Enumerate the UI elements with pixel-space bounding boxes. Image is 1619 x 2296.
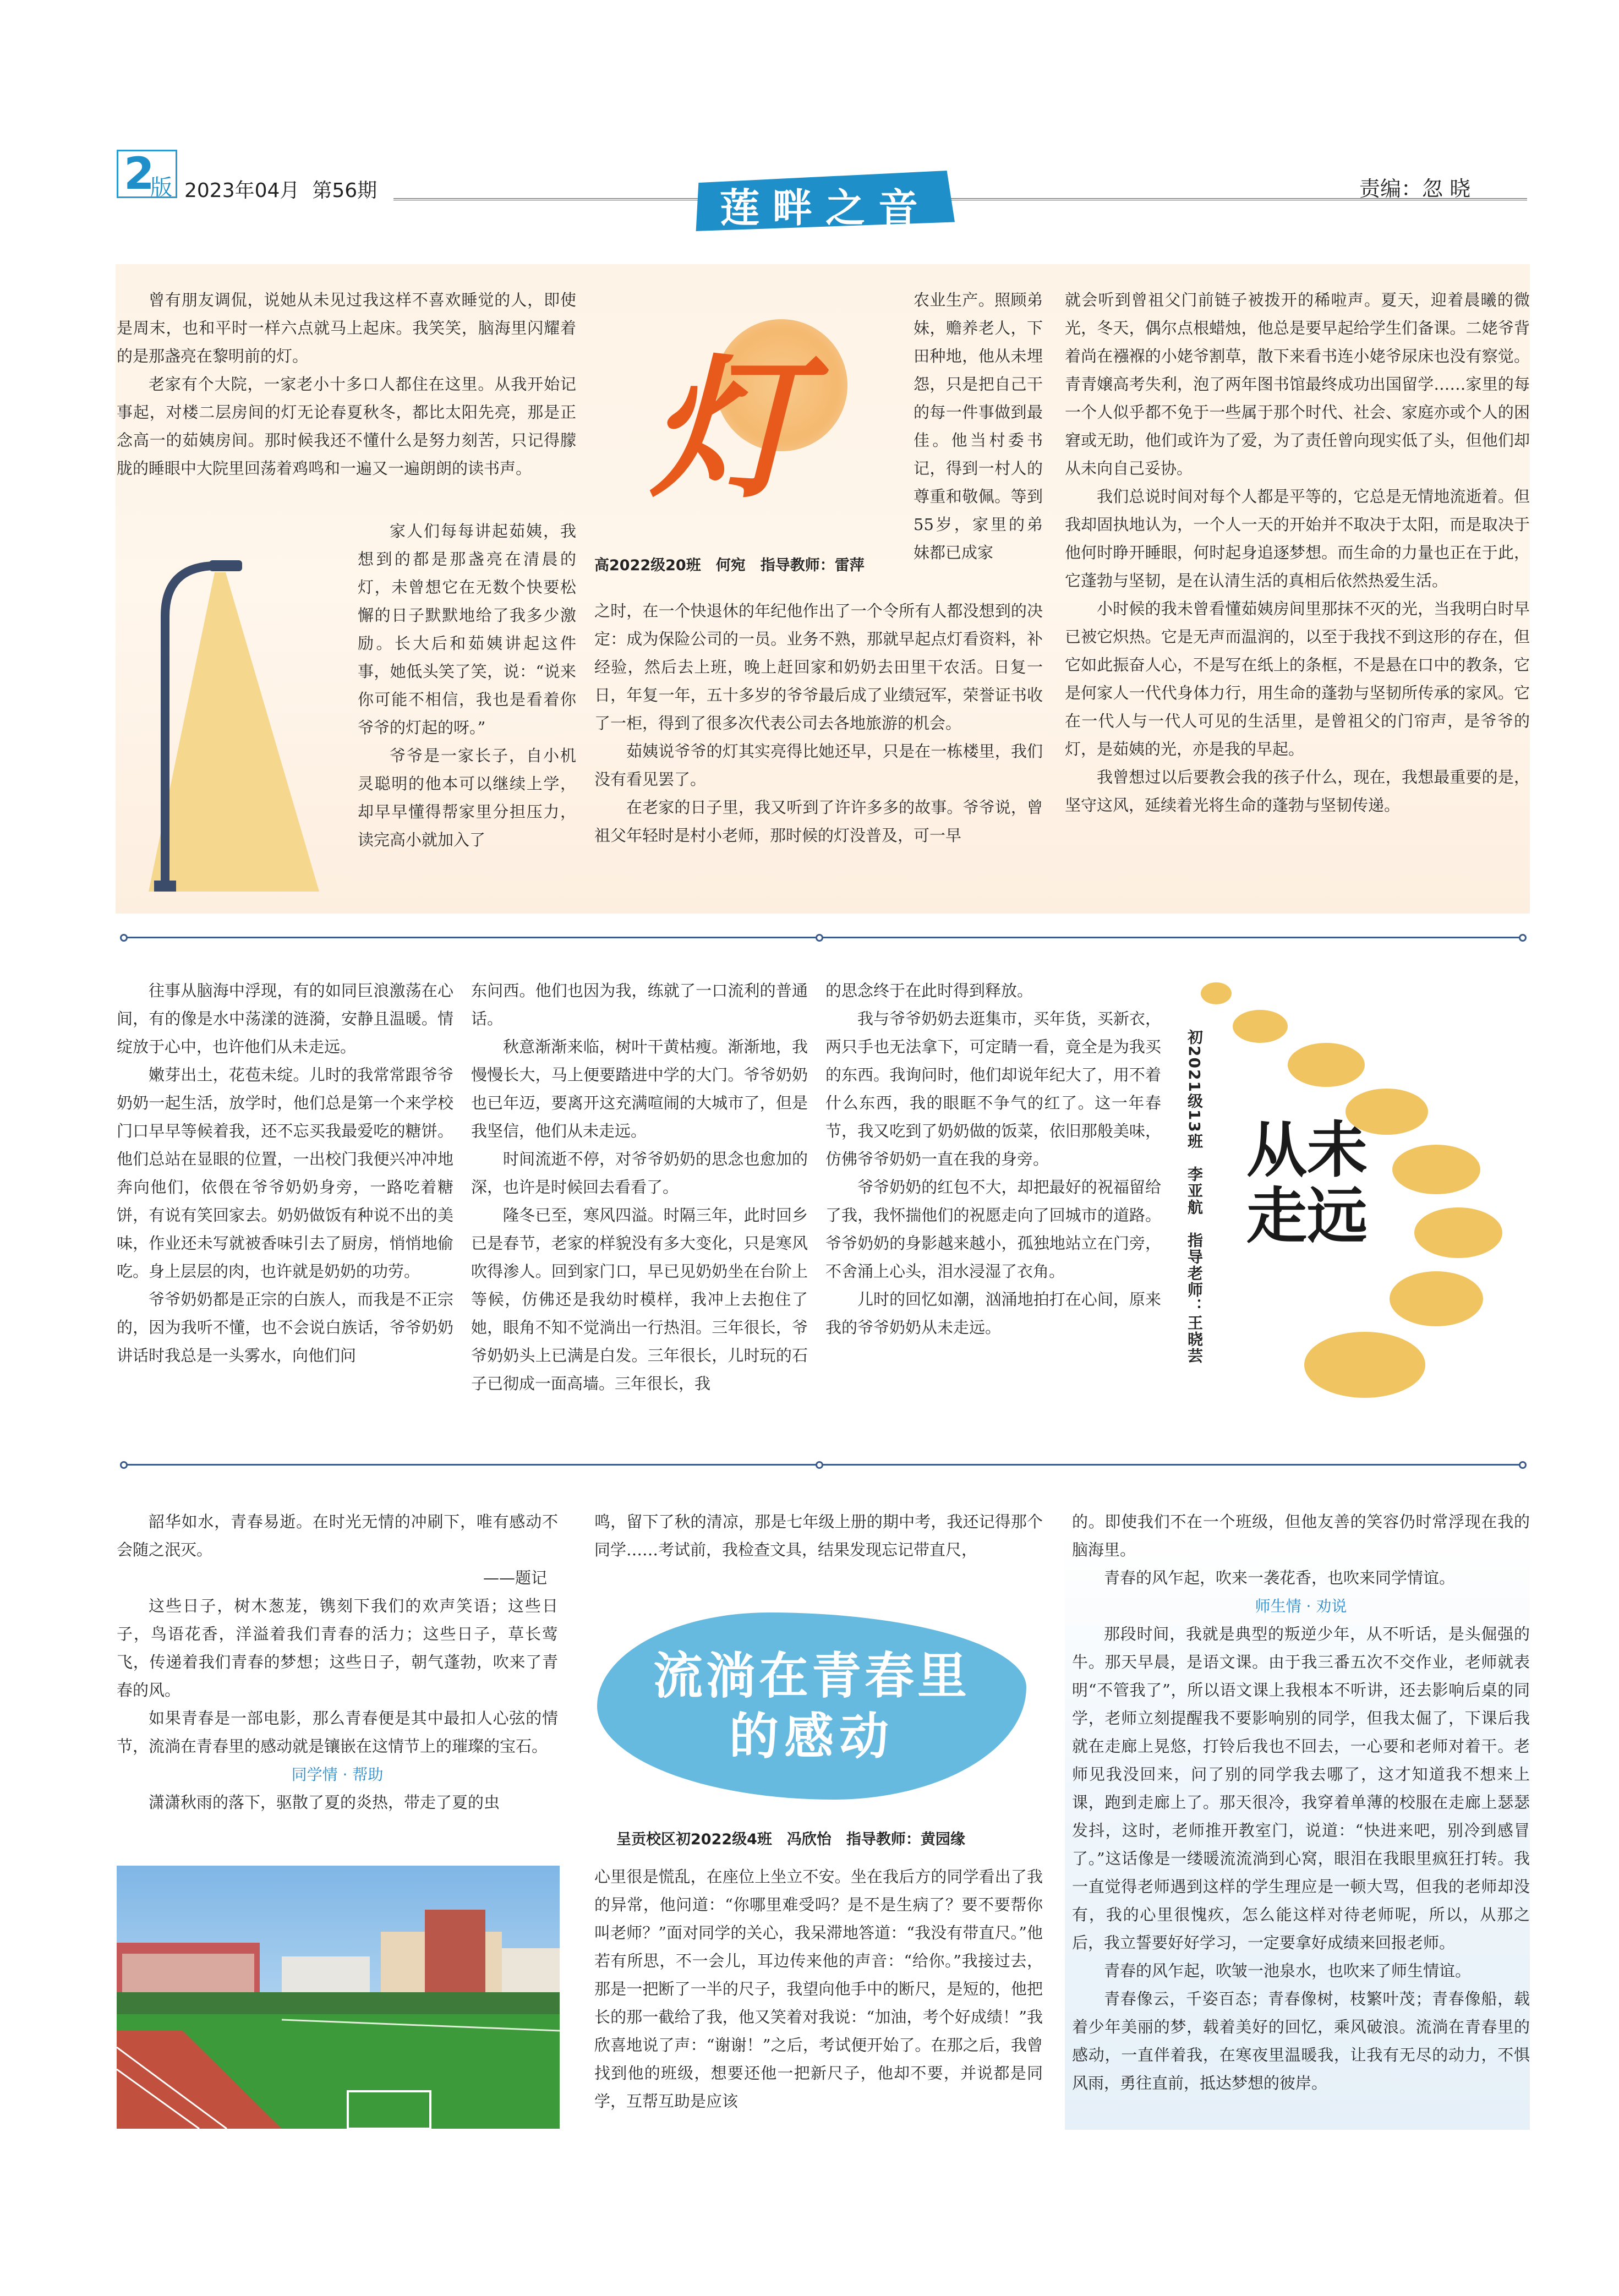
paragraph: 农业生产。照顾弟妹，赡养老人，下田种地，他从未埋怨，只是把自己干的每一件事做到最佳。他当村委书记，得到一村人的尊重和敬佩。等到55岁，家里的弟妹都已成家 bbox=[914, 291, 1043, 562]
article1-col1-bottom bbox=[358, 517, 576, 892]
divider-ornament bbox=[120, 934, 128, 942]
paragraph: 潇潇秋雨的落下，驱散了夏的炎热，带走了夏的虫 bbox=[149, 1793, 500, 1812]
subheading: 师生情 · 劝说 bbox=[1255, 1597, 1347, 1615]
column-title: 莲畔之音 bbox=[719, 184, 931, 231]
paragraph: 这些日子，树木葱茏，镌刻下我们的欢声笑语；这些日子，鸟语花香，洋溢着我们青春的活力；这些日子，草长莺飞，传递着我们青春的梦想；这些日子，朝气蓬勃，吹来了青春的风。 bbox=[117, 1597, 558, 1699]
divider-ornament bbox=[816, 1461, 823, 1469]
paragraph: 爷爷是一家长子，自小机灵聪明的他本可以继续上学，却早早懂得帮家里分担压力，读完高小就加入了 bbox=[358, 746, 576, 849]
article2-col3 bbox=[825, 977, 1161, 1342]
issue-date bbox=[184, 175, 377, 203]
paragraph: 我曾想过以后要教会我的孩子什么，现在，我想最重要的是，坚守这风，延续着光将生命的蓬勃与坚韧传递。 bbox=[1065, 768, 1530, 814]
section-divider bbox=[124, 1464, 1524, 1467]
paragraph: 时间流逝不停，对爷爷奶奶的思念也愈加的深，也许是时候回去看看了。 bbox=[471, 1150, 808, 1196]
article2-byline: 初2021级13班 李亚航 指导老师：王晓芸 bbox=[1185, 1029, 1204, 1364]
paragraph: 青春的风乍起，吹来一袭花香，也吹来同学情谊。 bbox=[1104, 1568, 1456, 1587]
page-number-badge bbox=[117, 150, 177, 198]
divider-ornament bbox=[1519, 934, 1527, 942]
article1-title: 灯 bbox=[649, 338, 803, 520]
paragraph: 心里很是慌乱，在座位上坐立不安。坐在我后方的同学看出了我的异常，他问道：“你哪里难受吗？是不是生病了？要不要帮你叫老师？”面对同学的关心，我呆滞地答道：“我没有带直尺。”他若有所思，不一会儿，耳边传来他的声音：“给你。”我接过去，那是一把断了一半的尺子，我望向他手中的断尺，是短的，他把长的那一截给了我，他又笑着对我说：“加油，考个好成绩！”我欣喜地说了声：“谢谢！”之后，考试便开始了。在那之后，我曾找到他的班级，想要还他一把新尺子，他却不要，并说都是同学，互帮互助是应该 bbox=[594, 1867, 1043, 2111]
page-suffix: 版 bbox=[150, 175, 172, 200]
paragraph: 往事从脑海中浮现，有的如同巨浪激荡在心间，有的像是水中荡漾的涟漪，安静且温暖。情绽放于心中，也许他们从未走远。 bbox=[117, 981, 453, 1056]
subheading: 同学情 · 帮助 bbox=[291, 1765, 384, 1784]
article2-col2 bbox=[471, 977, 808, 1398]
article3-col1 bbox=[117, 1508, 558, 1849]
epigraph-signature: ——题记 bbox=[483, 1568, 547, 1587]
article1-col2-bottom bbox=[594, 597, 1043, 850]
article1-byline: 高2022级20班 何宛 指导教师：雷萍 bbox=[594, 557, 865, 574]
article1-col2-top bbox=[914, 286, 1043, 592]
article2-title-text: 从未走远 bbox=[1246, 1114, 1368, 1251]
article3-byline: 呈贡校区初2022级4班 冯欣怡 指导教师：黄园缘 bbox=[616, 1831, 965, 1848]
paragraph: 小时候的我未曾看懂茹姨房间里那抹不灭的光，当我明白时早已被它炽热。它是无声而温润的，以至于我找不到这形的存在，但它如此振奋人心，不是写在纸上的条框，不是悬在口中的教条，它是何家人一代代身体力行，用生命的蓬勃与坚韧所传承的家风。它在一代人与一代人可见的生活里，是曾祖父的门帘声，是爷爷的灯，是茹姨的光，亦是我的早起。 bbox=[1065, 599, 1530, 758]
paragraph: 爷爷奶奶的红包不大，却把最好的祝福留给了我，我怀揣他们的祝愿走向了回城市的道路。爷爷奶奶的身影越来越小，孤独地站立在门旁，不舍涌上心头，泪水浸湿了衣角。 bbox=[825, 1178, 1161, 1281]
divider-ornament bbox=[1519, 1461, 1527, 1469]
paragraph: 的思念终于在此时得到释放。 bbox=[825, 981, 1033, 1000]
paragraph: 我与爷爷奶奶去逛集市，买年货，买新衣，两只手也无法拿下，可定睛一看，竟全是为我买的东西。我询问时，他们却说年纪大了，用不着什么东西，我的眼眶不争气的红了。这一年春节，我又吃到了奶奶做的饭菜，依旧那般美味，仿佛爷爷奶奶一直在我的身旁。 bbox=[825, 1009, 1161, 1168]
issue-number: 第56期 bbox=[312, 179, 378, 202]
article3-title bbox=[597, 1646, 1026, 1767]
page-number: 2 bbox=[124, 148, 155, 199]
article3-col3 bbox=[1072, 1508, 1530, 2097]
paragraph: 那段时间，我就是典型的叛逆少年，从不听话，是头倔强的牛。那天早晨，是语文课。由于我三番五次不交作业，老师就表明“不管我了”，所以语文课上我根本不听讲，还去影响后桌的同学，老师立刻提醒我不要影响别的同学，但我太倔了，下课后我就在走廊上晃悠，打铃后我也不回去，一心要和老师对着干。老师见我没回来，问了别的同学我去哪了，这才知道我不想来上课，跑到走廊上了。那天很冷，我穿着单薄的校服在走廊上瑟瑟发抖，这时，老师推开教室门，说道：“快进来吧，别冷到感冒了。”这话像是一缕暖流流淌到心窝，眼泪在我眼里疯狂打转。我一直觉得老师遇到这样的学生理应是一顿大骂，但我的老师却没有，我的心里很愧疚，怎么能这样对待老师呢，所以，从那之后，我立誓要好好学习，一定要拿好成绩来回报老师。 bbox=[1072, 1625, 1530, 1952]
article2-title bbox=[1241, 1114, 1384, 1251]
paragraph: 家人们每每讲起茹姨，我想到的都是那盏亮在清晨的灯，未曾想它在无数个快要松懈的日子默默地给了我多少激励。长大后和茹姨讲起这件事，她低头笑了笑，说：“说来你可能不相信，我也是看着你爷爷的灯起的呀。” bbox=[358, 522, 576, 737]
paragraph: 鸣，留下了秋的清凉，那是七年级上册的期中考，我还记得那个同学……考试前，我检查文具，结果发现忘记带直尺， bbox=[594, 1512, 1043, 1559]
campus-photo bbox=[117, 1866, 560, 2129]
paragraph: 的。即使我们不在一个班级，但他友善的笑容仍时常浮现在我的脑海里。 bbox=[1072, 1512, 1530, 1559]
paragraph: 青春像云，千姿百态；青春像树，枝繁叶茂；青春像船，载着少年美丽的梦，载着美好的回忆，乘风破浪。流淌在青春里的感动，一直伴着我，在寒夜里温暖我，让我有无尽的动力，不惧风雨，勇往直前，抵达梦想的彼岸。 bbox=[1072, 1989, 1530, 2092]
divider-ornament bbox=[816, 934, 823, 942]
paragraph: 茹姨说爷爷的灯其实亮得比她还早，只是在一栋楼里，我们没有看见罢了。 bbox=[594, 742, 1043, 789]
paragraph: 就会听到曾祖父门前链子被拨开的稀啦声。夏天，迎着晨曦的微光，冬天，偶尔点根蜡烛，他总是要早起给学生们备课。二姥爷背着尚在襁褓的小姥爷割草，散下来看书连小姥爷尿床也没有察觉。青青嬢高考失利，泡了两年图书馆最终成功出国留学……家里的每一个人似乎都不免于一些属于那个时代、社会、家庭亦或个人的困窘或无助，他们或许为了爱，为了责任曾向现实低了头，但他们却从未向自己妥协。 bbox=[1065, 291, 1530, 478]
paragraph: 我们总说时间对每个人都是平等的，它总是无情地流逝着。但我却固执地认为，一个人一天的开始并不取决于太阳，而是取决于他何时睁开睡眼，何时起身追逐梦想。而生命的力量也正在于此，它蓬勃与坚韧，是在认清生活的真相后依然热爱生活。 bbox=[1065, 487, 1530, 590]
article2-col1 bbox=[117, 977, 453, 1370]
article1-col3 bbox=[1065, 286, 1530, 819]
paragraph: 老家有个大院，一家老小十多口人都住在这里。从我开始记事起，对楼二层房间的灯无论春夏秋冬，都比太阳先亮，那是正念高一的茹姨房间。那时候我还不懂什么是努力刻苦，只记得朦胧的睡眼中大院里回荡着鸡鸣和一遍又一遍朗朗的读书声。 bbox=[117, 375, 576, 478]
paragraph: 如果青春是一部电影，那么青春便是其中最扣人心弦的情节，流淌在青春里的感动就是镶嵌在这情节上的璀璨的宝石。 bbox=[117, 1709, 558, 1756]
section-divider bbox=[124, 937, 1524, 940]
paragraph: 韶华如水，青春易逝。在时光无情的冲刷下，唯有感动不会随之泯灭。 bbox=[117, 1512, 558, 1559]
paragraph: 秋意渐渐来临，树叶干黄枯瘦。渐渐地，我慢慢长大，马上便要踏进中学的大门。爷爷奶奶也已年迈，要离开这充满喧闹的大城市了，但是我坚信，他们从未走远。 bbox=[471, 1037, 808, 1140]
paragraph: 青春的风乍起，吹皱一池泉水，也吹来了师生情谊。 bbox=[1104, 1961, 1472, 1980]
date-text: 2023年04月 bbox=[184, 179, 300, 202]
paragraph: 曾有朋友调侃，说她从未见过我这样不喜欢睡觉的人，即使是周末，也和平时一样六点就马上起床。我笑笑，脑海里闪耀着的是那盏亮在黎明前的灯。 bbox=[117, 291, 576, 365]
paragraph: 之时，在一个快退休的年纪他作出了一个令所有人都没想到的决定：成为保险公司的一员。业务不熟，那就早起点灯看资料，补经验，然后去上班，晚上赶回家和奶奶去田里干农活。日复一日，年复一年，五十多岁的爷爷最后成了业绩冠军，荣誉证书收了一柜，得到了很多次代表公司去各地旅游的机会。 bbox=[594, 602, 1043, 732]
paragraph: 隆冬已至，寒风四溢。时隔三年，此时回乡已是春节，老家的样貌没有多大变化，只是寒风吹得渗人。回到家门口，早已见奶奶坐在台阶上等候，仿佛还是我幼时模样，我冲上去抱住了她，眼角不知不觉淌出一行热泪。三年很长，爷爷奶奶头上已满是白发。三年很长，儿时玩的石子已彻成一面高墙。三年很长，我 bbox=[471, 1206, 808, 1393]
divider-ornament bbox=[120, 1461, 128, 1469]
article3-col2-bottom bbox=[594, 1863, 1043, 2115]
article3-title-line2: 的感动 bbox=[729, 1707, 894, 1765]
paragraph: 东问西。他们也因为我，练就了一口流利的普通话。 bbox=[471, 981, 808, 1028]
article3-col2-top bbox=[594, 1508, 1043, 1564]
paragraph: 在老家的日子里，我又听到了许许多多的故事。爷爷说，曾祖父年轻时是村小老师，那时候的灯没普及，可一早 bbox=[594, 798, 1043, 845]
paragraph: 嫩芽出土，花苞未绽。儿时的我常常跟爷爷奶奶一起生活，放学时，他们总是第一个来学校门口早早等候着我，还不忘买我最爱吃的糖饼。他们总站在显眼的位置，一出校门我便兴冲冲地奔向他们，依偎在爷爷奶奶身旁，一路吃着糖饼，有说有笑回家去。奶奶做饭有种说不出的美味，作业还未写就被香味引去了厨房，悄悄地偷吃。身上层层的肉，也许就是奶奶的功劳。 bbox=[117, 1065, 453, 1281]
header-rule-left bbox=[393, 198, 702, 200]
paragraph: 儿时的回忆如潮，汹涌地拍打在心间，原来我的爷爷奶奶从未走远。 bbox=[825, 1290, 1161, 1337]
article3-title-line1: 流淌在青春里 bbox=[653, 1647, 970, 1705]
article1-col1-top bbox=[117, 286, 576, 483]
editor-credit: 责编：忽 晓 bbox=[1359, 177, 1471, 201]
paragraph: 爷爷奶奶都是正宗的白族人，而我是不正宗的，因为我听不懂，也不会说白族话，爷爷奶奶讲话时我总是一头雾水，向他们问 bbox=[117, 1290, 453, 1365]
street-lamp-illustration bbox=[132, 550, 330, 903]
